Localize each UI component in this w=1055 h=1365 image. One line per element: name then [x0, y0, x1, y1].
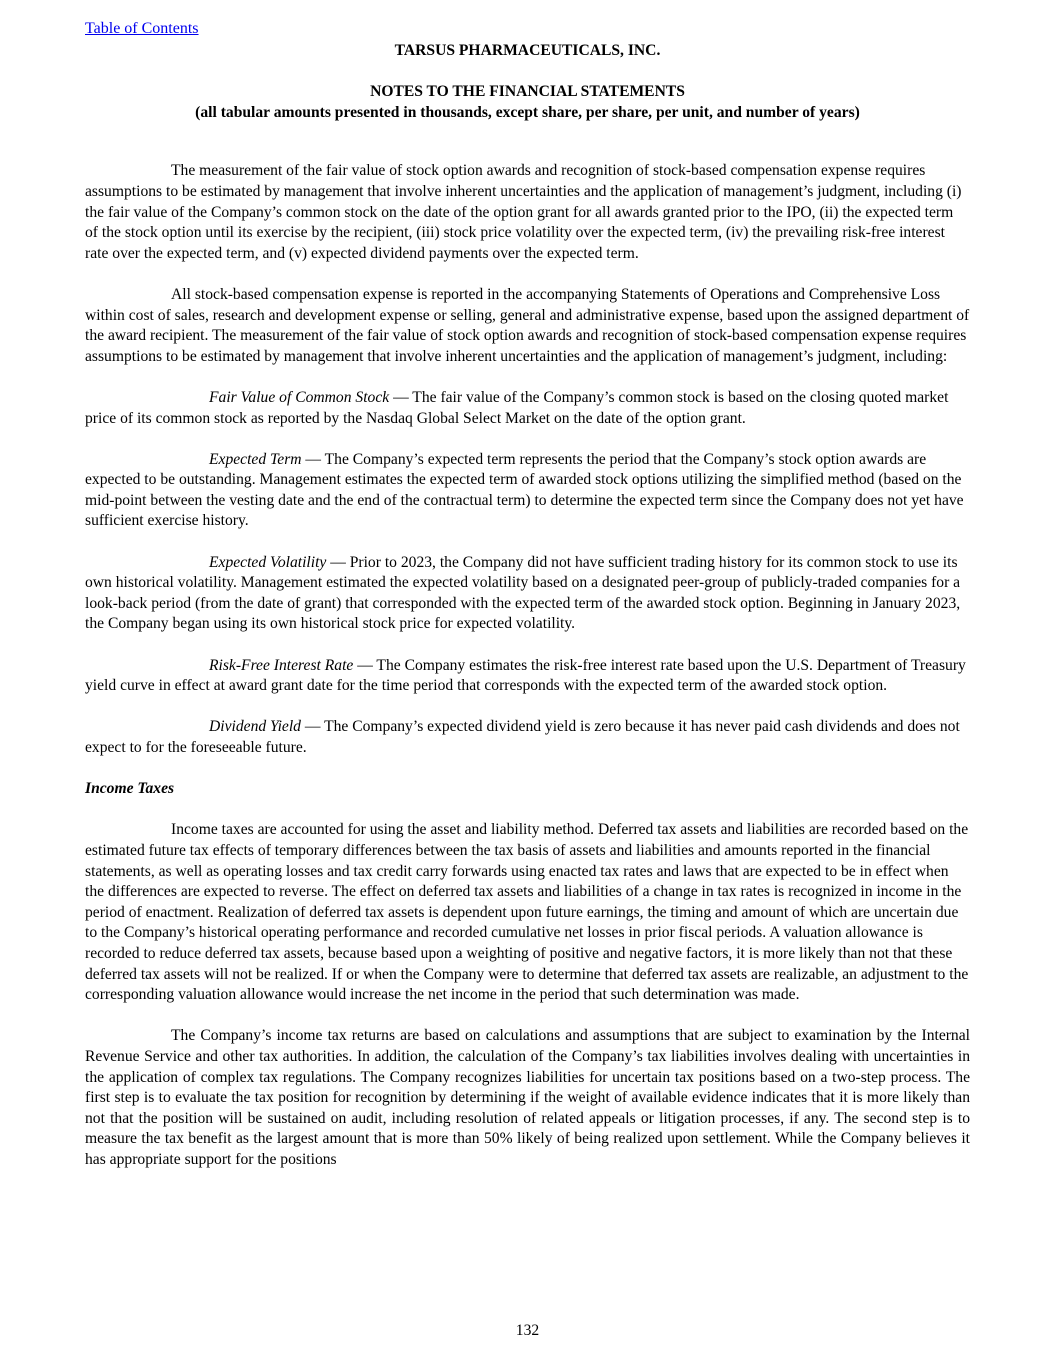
assumption-risk-free-interest-rate	[85, 656, 970, 697]
assumption-text: — The Company’s expected dividend yield is zero because it has never paid cash dividends and does not expect to for the foreseeable future.	[85, 718, 960, 756]
assumption-term: Dividend Yield	[209, 718, 301, 736]
assumption-term: Expected Term	[209, 450, 302, 468]
paragraph-fair-value-measurement: The measurement of the fair value of stock option awards and recognition of stock-based compensation expense requires assumptions to be estimated by management that involve inherent uncertainties and the application of management’s judgment, including (i) the fair value of the Company’s common stock on the date of the option grant for all awards granted prior to the IPO, (ii) the expected term of the stock option until its exercise by the recipient, (iii) stock price volatility over the expected term, (iv) the prevailing risk-free interest rate over the expected term, and (v) expected dividend payments over the expected term.	[85, 162, 962, 262]
income-taxes-heading: Income Taxes	[85, 780, 175, 798]
paragraph-stock-compensation-reporting: All stock-based compensation expense is reported in the accompanying Statements of Operations and Comprehensive Loss within cost of sales, research and development expense or selling, general and administrative expense, based upon the assigned department of the award recipient. The measurement of the fair value of stock option awards and recognition of stock-based compensation expense requires assumptions to be estimated by management that involve inherent uncertainties and the application of management’s judgment, including:	[85, 285, 970, 365]
paragraph-income-taxes-method: Income taxes are accounted for using the asset and liability method. Deferred tax assets and liabilities are recorded based on the estimated future tax effects of temporary differences between the tax basis of assets and liabilities and amounts reported in the financial statements, as well as operating losses and tax credit carry forwards using enacted tax rates and laws that are expected to be in effect when the differences are expected to reverse. The effect on deferred tax assets and liabilities of a change in tax rates is recognized in income in the period of enactment. Realization of deferred tax assets is dependent upon future earnings, the timing and amount of which are uncertain due to the Company’s historical operating performance and recorded cumulative net losses in prior fiscal periods. A valuation allowance is recorded to reduce deferred tax assets, because based upon a weighting of positive and negative factors, it is more likely than not that these deferred tax assets will not be realized. If or when the Company were to determine that deferred tax assets are realizable, an adjustment to the corresponding valuation allowance would increase the net income in the period that such determination was made.	[85, 821, 969, 1004]
assumption-text: — Prior to 2023, the Company did not have sufficient trading history for its common stock to use its own historical volatility. Management estimated the expected volatility based on a designated peer-group of publicly-traded companies for a look-back period (from the date of grant) that corresponded with the expected term of the awarded stock option. Beginning in January 2023, the Company began using its own historical stock price for expected volatility.	[85, 553, 961, 633]
document-page	[85, 19, 970, 1170]
page-number: 132	[515, 1322, 540, 1339]
assumption-term: Fair Value of Common Stock	[209, 388, 390, 406]
paragraph-income-tax-returns: The Company’s income tax returns are based on calculations and assumptions that are subject to examination by the Internal Revenue Service and other tax authorities. In addition, the calculation of the Company’s tax liabilities involves dealing with uncertainties in the application of complex tax regulations. The Company recognizes liabilities for uncertain tax positions based on a two-step process. The first step is to evaluate the tax position for recognition by determining if the weight of available evidence indicates that it is more likely than not that the position will be sustained on audit, including resolution of related appeals or litigation processes, if any. The second step is to measure the tax benefit as the largest amount that is more than 50% likely of being realized upon settlement. While the Company believes it has appropriate support for the positions	[85, 1027, 970, 1168]
company-name: TARSUS PHARMACEUTICALS, INC.	[394, 41, 661, 59]
table-of-contents-link[interactable]: Table of Contents	[85, 20, 199, 37]
notes-title: NOTES TO THE FINANCIAL STATEMENTS	[370, 83, 685, 101]
assumption-text: — The Company estimates the risk-free interest rate based upon the U.S. Department of Treasury yield curve in effect at award grant date for the time period that corresponds with the expected term of the awarded stock option.	[85, 656, 966, 695]
assumption-fair-value-common-stock	[85, 388, 970, 429]
assumption-term: Risk-Free Interest Rate	[209, 656, 354, 674]
assumption-term: Expected Volatility	[209, 553, 327, 571]
assumption-dividend-yield	[85, 717, 970, 758]
assumption-text: — The Company’s expected term represents the period that the Company’s stock option awards are expected to be outstanding. Management estimates the expected term of awarded stock options utilizing the simplified method (based on the mid-point between the vesting date and the end of the contractual term) to determine the expected term since the Company does not yet have sufficient exercise history.	[85, 450, 964, 530]
assumption-text: — The fair value of the Company’s common stock is based on the closing quoted market price of its common stock as reported by the Nasdaq Global Select Market on the date of the option grant.	[85, 388, 949, 427]
assumption-expected-term	[85, 450, 970, 532]
notes-subtitle: (all tabular amounts presented in thousands, except share, per share, per unit, and number of years)	[195, 103, 860, 121]
assumption-expected-volatility	[85, 553, 970, 635]
